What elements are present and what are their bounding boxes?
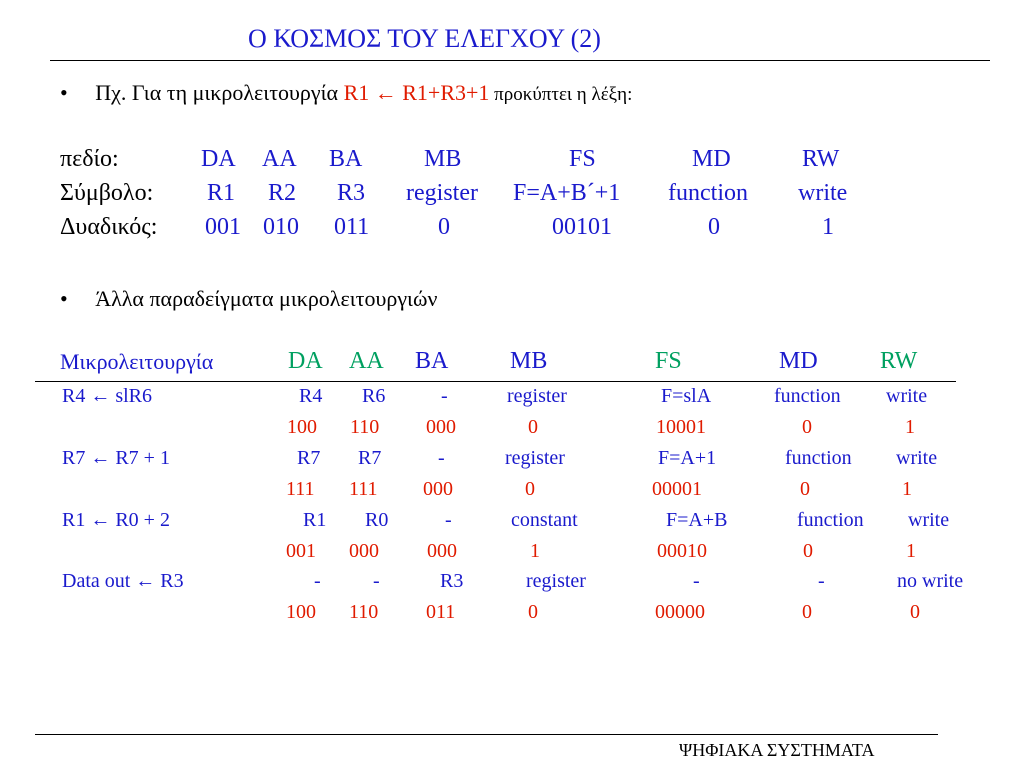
fields-header-ba: BA <box>329 146 363 172</box>
row-md: function <box>785 447 852 469</box>
fields-binary-ba: 011 <box>334 214 370 240</box>
row-op: Data out ← R3 <box>62 570 184 592</box>
row-bin-mb: 1 <box>530 540 540 562</box>
table-header-aa: AA <box>349 348 384 374</box>
bullet-2 <box>60 286 437 312</box>
table-row-binary <box>0 540 1024 566</box>
row-bin-fs: 00010 <box>657 540 707 562</box>
fields-binary-rw: 1 <box>822 214 834 240</box>
fields-symbol-ba: R3 <box>337 180 366 206</box>
row-bin-da: 100 <box>286 601 316 623</box>
row-bin-da: 001 <box>286 540 316 562</box>
row-bin-ba: 000 <box>426 416 456 438</box>
row-bin-rw: 1 <box>905 416 915 438</box>
row-mb: register <box>526 570 586 592</box>
bullet-2-text: Άλλα παραδείγματα μικρολειτουργιών <box>95 286 438 311</box>
table-header-fs: FS <box>655 348 682 374</box>
row-bin-aa: 111 <box>349 478 378 500</box>
row-fs: F=slA <box>661 385 712 407</box>
fields-header-label: πεδίο: <box>60 146 119 172</box>
table-row <box>0 509 1024 535</box>
row-rw: no write <box>897 570 964 592</box>
row-aa: R0 <box>365 509 389 531</box>
row-bin-mb: 0 <box>525 478 535 500</box>
fields-symbol-aa: R2 <box>268 180 297 206</box>
row-bin-ba: 000 <box>427 540 457 562</box>
row-bin-rw: 1 <box>906 540 916 562</box>
fields-header-mb: MB <box>424 146 462 172</box>
fields-header-md: MD <box>692 146 731 172</box>
row-da: R1 <box>303 509 327 531</box>
row-md: function <box>774 385 841 407</box>
fields-binary-aa: 010 <box>263 214 299 240</box>
table-header-rw: RW <box>880 348 918 374</box>
row-bin-md: 0 <box>803 540 813 562</box>
row-rw: write <box>896 447 938 469</box>
fields-symbol-mb: register <box>406 180 478 206</box>
row-bin-rw: 1 <box>902 478 912 500</box>
row-bin-aa: 000 <box>349 540 379 562</box>
bullet-dot: • <box>60 80 68 105</box>
row-op: R7 ← R7 + 1 <box>62 447 170 469</box>
title-rule <box>50 60 990 61</box>
table-header-md: MD <box>779 348 818 374</box>
row-aa: R7 <box>358 447 382 469</box>
footer-rule <box>35 734 938 735</box>
row-mb: register <box>507 385 567 407</box>
fields-binary-label: Δυαδικός: <box>60 214 158 240</box>
table-row <box>0 385 1024 411</box>
fields-header-aa: AA <box>262 146 297 172</box>
table-header-ba: BA <box>415 348 449 374</box>
fields-binary-md: 0 <box>708 214 720 240</box>
row-ba: R3 <box>440 570 464 592</box>
row-op: R1 ← R0 + 2 <box>62 509 170 531</box>
bullet-1-text: Πχ. Για τη μικρολειτουργία <box>95 80 344 105</box>
table-row-binary <box>0 478 1024 504</box>
row-fs: - <box>693 570 700 592</box>
table-header-label: Μικρολειτουργία <box>60 349 214 374</box>
bullet-1 <box>60 80 632 106</box>
row-bin-fs: 00000 <box>655 601 705 623</box>
fields-binary-mb: 0 <box>438 214 450 240</box>
table-header-rule <box>35 381 956 382</box>
row-fs: F=A+1 <box>658 447 717 469</box>
fields-header-da: DA <box>201 146 236 172</box>
footer-text: ΨΗΦΙΑΚΑ ΣΥΣΤΗΜΑΤΑ <box>679 740 875 760</box>
table-row-binary <box>0 601 1024 627</box>
row-rw: write <box>886 385 928 407</box>
row-ba: - <box>441 385 448 407</box>
fields-symbol-rw: write <box>798 180 848 206</box>
row-bin-md: 0 <box>802 416 812 438</box>
row-bin-md: 0 <box>800 478 810 500</box>
row-bin-ba: 000 <box>423 478 453 500</box>
table-row <box>0 447 1024 473</box>
row-rw: write <box>908 509 950 531</box>
row-md: - <box>818 570 825 592</box>
row-md: function <box>797 509 864 531</box>
bullet-dot: • <box>60 286 68 311</box>
fields-symbol-md: function <box>668 180 748 206</box>
fields-symbol-da: R1 <box>207 180 236 206</box>
row-aa: - <box>373 570 380 592</box>
bullet-1-op: R1 ← R1+R3+1 <box>343 80 490 105</box>
fields-header-fs: FS <box>569 146 596 172</box>
row-bin-mb: 0 <box>528 416 538 438</box>
table-row-binary <box>0 416 1024 442</box>
fields-binary-fs: 00101 <box>552 214 612 240</box>
row-da: - <box>314 570 321 592</box>
row-ba: - <box>445 509 452 531</box>
row-bin-ba: 011 <box>426 601 456 623</box>
row-bin-aa: 110 <box>350 416 380 438</box>
fields-binary-da: 001 <box>205 214 241 240</box>
fields-symbol-fs: F=A+B´+1 <box>513 180 621 206</box>
table-header-mb: MB <box>510 348 548 374</box>
row-mb: constant <box>511 509 578 531</box>
row-bin-da: 100 <box>287 416 317 438</box>
row-fs: F=A+B <box>666 509 728 531</box>
row-op: R4 ← slR6 <box>62 385 153 407</box>
bullet-1-suffix: προκύπτει η λέξη: <box>489 84 633 105</box>
fields-header-rw: RW <box>802 146 840 172</box>
row-ba: - <box>438 447 445 469</box>
row-da: R4 <box>299 385 323 407</box>
row-mb: register <box>505 447 565 469</box>
row-aa: R6 <box>362 385 386 407</box>
row-bin-rw: 0 <box>910 601 920 623</box>
row-bin-da: 111 <box>286 478 315 500</box>
table-row <box>0 570 1024 596</box>
row-bin-md: 0 <box>802 601 812 623</box>
table-header-da: DA <box>288 348 323 374</box>
fields-symbol-label: Σύμβολο: <box>60 180 154 206</box>
row-bin-fs: 10001 <box>656 416 706 438</box>
row-da: R7 <box>297 447 321 469</box>
slide-title: Ο ΚΟΣΜΟΣ ΤΟΥ ΕΛΕΓΧΟΥ (2) <box>248 24 601 53</box>
row-bin-aa: 110 <box>349 601 379 623</box>
row-bin-fs: 00001 <box>652 478 702 500</box>
row-bin-mb: 0 <box>528 601 538 623</box>
